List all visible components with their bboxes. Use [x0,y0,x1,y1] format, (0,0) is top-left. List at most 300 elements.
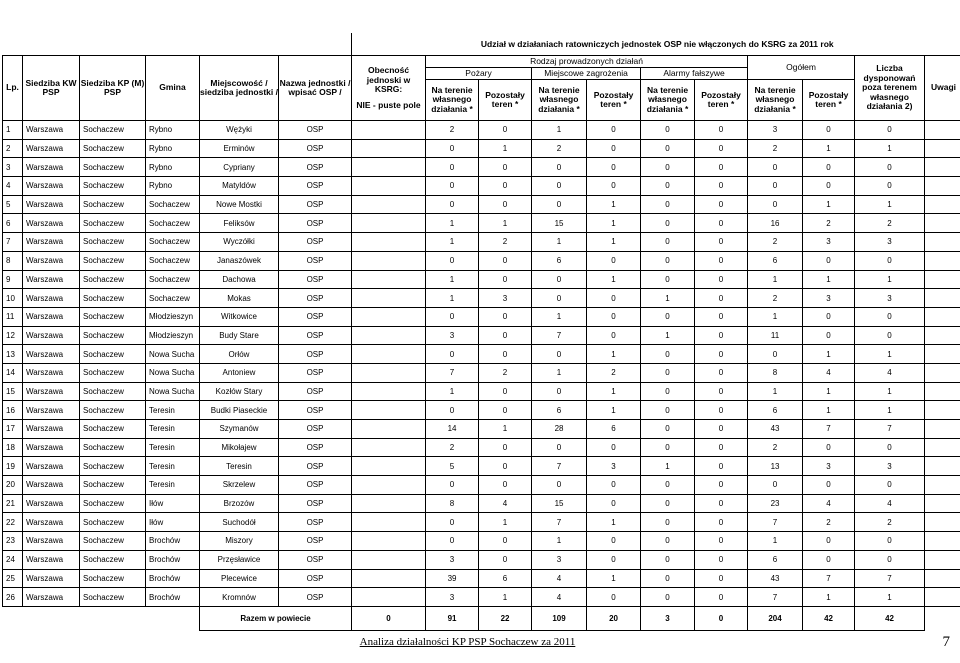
row-nazwa: OSP [279,177,352,196]
row-value: 0 [695,532,748,551]
header-obecnosc-line1: Obecność jednoski w KSRG: [366,65,411,94]
row-obecnosc [352,457,426,476]
row-siedziba-kw: Warszawa [23,532,80,551]
row-value: 0 [695,139,748,158]
row-value: 0 [587,550,641,569]
row-uwagi [925,513,960,532]
row-nazwa: OSP [279,233,352,252]
table-body [3,121,960,607]
row-value: 1 [479,139,532,158]
row-gmina: Sochaczew [146,195,200,214]
row-value: 3 [803,233,855,252]
header-ogolem-teren: Na terenie własnego działania * [748,80,803,121]
row-value: 1 [532,307,587,326]
header-siedziba-kw: Siedziba KW PSP [23,56,80,121]
row-value: 2 [855,513,925,532]
row-value: 0 [532,270,587,289]
row-value: 0 [587,251,641,270]
row-uwagi [925,494,960,513]
row-siedziba-kp: Sochaczew [80,494,146,513]
row-miejscowosc: Dachowa [200,270,279,289]
row-gmina: Rybno [146,158,200,177]
row-siedziba-kw: Warszawa [23,251,80,270]
row-value: 0 [695,438,748,457]
total-v5: 0 [695,606,748,630]
row-value: 0 [479,195,532,214]
row-value: 1 [748,532,803,551]
row-nazwa: OSP [279,476,352,495]
row-value: 1 [587,233,641,252]
row-siedziba-kp: Sochaczew [80,195,146,214]
row-siedziba-kw: Warszawa [23,420,80,439]
row-siedziba-kw: Warszawa [23,438,80,457]
osp-table [2,33,960,631]
row-value: 4 [855,494,925,513]
row-value: 0 [855,532,925,551]
row-obecnosc [352,494,426,513]
row-value: 7 [532,457,587,476]
header-mz-teren: Na terenie własnego działania * [532,80,587,121]
row-siedziba-kp: Sochaczew [80,158,146,177]
table-row [3,158,960,177]
row-miejscowosc: Kromnów [200,588,279,607]
row-uwagi [925,345,960,364]
row-uwagi [925,158,960,177]
row-gmina: Brochów [146,588,200,607]
row-value: 0 [695,513,748,532]
row-value: 2 [426,438,479,457]
row-uwagi [925,307,960,326]
row-siedziba-kp: Sochaczew [80,588,146,607]
row-value: 2 [803,513,855,532]
row-lp: 11 [3,307,23,326]
row-lp: 2 [3,139,23,158]
table-row [3,457,960,476]
row-value: 0 [641,307,695,326]
row-value: 1 [855,588,925,607]
row-value: 0 [695,121,748,140]
table-row [3,345,960,364]
row-value: 14 [426,420,479,439]
row-value: 0 [695,494,748,513]
row-value: 2 [748,139,803,158]
row-value: 0 [641,251,695,270]
row-value: 0 [803,438,855,457]
row-gmina: Teresin [146,438,200,457]
row-value: 1 [803,139,855,158]
row-obecnosc [352,363,426,382]
row-gmina: Sochaczew [146,214,200,233]
row-siedziba-kw: Warszawa [23,569,80,588]
row-value: 0 [426,532,479,551]
table-row [3,326,960,345]
row-gmina: Teresin [146,457,200,476]
total-v4: 3 [641,606,695,630]
row-value: 0 [748,195,803,214]
total-v8: 42 [855,606,925,630]
row-value: 0 [641,494,695,513]
row-value: 1 [426,382,479,401]
header-ogolem-pozostaly: Pozostały teren * [803,80,855,121]
row-lp: 18 [3,438,23,457]
row-miejscowosc: Teresin [200,457,279,476]
row-value: 0 [426,345,479,364]
row-miejscowosc: Feliksów [200,214,279,233]
header-pozary-pozostaly: Pozostały teren * [479,80,532,121]
row-nazwa: OSP [279,214,352,233]
row-siedziba-kp: Sochaczew [80,476,146,495]
row-value: 4 [803,494,855,513]
row-value: 0 [426,307,479,326]
row-value: 4 [479,494,532,513]
row-value: 1 [587,214,641,233]
row-value: 1 [587,195,641,214]
row-value: 2 [748,233,803,252]
row-miejscowosc: Kozłów Stary [200,382,279,401]
row-value: 4 [855,363,925,382]
footer-link[interactable]: Analiza działalności KP PSP Sochaczew za 2011 [359,636,576,648]
row-nazwa: OSP [279,270,352,289]
row-value: 1 [426,233,479,252]
row-value: 39 [426,569,479,588]
row-value: 0 [479,457,532,476]
row-miejscowosc: Budki Piaseckie [200,401,279,420]
table-row [3,438,960,457]
total-row [3,606,960,630]
row-nazwa: OSP [279,569,352,588]
header-uwagi: Uwagi [925,56,960,121]
row-value: 0 [641,532,695,551]
row-gmina: Rybno [146,177,200,196]
row-value: 0 [587,289,641,308]
row-value: 0 [695,214,748,233]
row-siedziba-kw: Warszawa [23,177,80,196]
header-rodzaj: Rodzaj prowadzonych działań [426,56,748,68]
row-uwagi [925,382,960,401]
row-siedziba-kw: Warszawa [23,214,80,233]
row-value: 1 [426,214,479,233]
row-nazwa: OSP [279,139,352,158]
row-value: 0 [803,476,855,495]
row-value: 0 [641,476,695,495]
row-value: 0 [695,457,748,476]
row-siedziba-kp: Sochaczew [80,121,146,140]
header-mz-pozostaly: Pozostały teren * [587,80,641,121]
row-value: 2 [426,121,479,140]
row-uwagi [925,532,960,551]
row-gmina: Rybno [146,121,200,140]
row-value: 1 [855,139,925,158]
row-obecnosc [352,401,426,420]
header-miejscowosc: Miejscowość / siedziba jednostki / [200,56,279,121]
total-obecnosc: 0 [352,606,426,630]
row-lp: 9 [3,270,23,289]
row-siedziba-kp: Sochaczew [80,382,146,401]
row-gmina: Sochaczew [146,270,200,289]
row-gmina: Teresin [146,476,200,495]
row-lp: 14 [3,363,23,382]
row-value: 1 [855,195,925,214]
row-value: 0 [479,251,532,270]
row-gmina: Sochaczew [146,251,200,270]
row-nazwa: OSP [279,326,352,345]
row-obecnosc [352,326,426,345]
row-value: 0 [426,177,479,196]
row-lp: 4 [3,177,23,196]
row-value: 4 [803,363,855,382]
row-lp: 24 [3,550,23,569]
row-value: 1 [479,420,532,439]
row-obecnosc [352,177,426,196]
row-nazwa: OSP [279,121,352,140]
row-nazwa: OSP [279,438,352,457]
row-lp: 13 [3,345,23,364]
row-obecnosc [352,289,426,308]
row-value: 0 [695,420,748,439]
row-value: 6 [532,251,587,270]
row-value: 0 [641,438,695,457]
row-miejscowosc: Nowe Mostki [200,195,279,214]
row-lp: 7 [3,233,23,252]
row-value: 6 [748,251,803,270]
row-value: 7 [532,326,587,345]
row-value: 0 [479,382,532,401]
header-obecnosc [352,56,426,121]
row-value: 2 [803,214,855,233]
row-value: 1 [587,513,641,532]
row-siedziba-kw: Warszawa [23,457,80,476]
table-row [3,588,960,607]
table-row [3,569,960,588]
row-value: 0 [641,550,695,569]
row-value: 7 [532,513,587,532]
row-value: 0 [479,438,532,457]
row-value: 1 [426,270,479,289]
row-value: 0 [803,326,855,345]
row-siedziba-kw: Warszawa [23,494,80,513]
row-value: 0 [641,139,695,158]
table-row [3,401,960,420]
row-nazwa: OSP [279,158,352,177]
row-siedziba-kp: Sochaczew [80,177,146,196]
header-af-teren: Na terenie własnego działania * [641,80,695,121]
row-siedziba-kp: Sochaczew [80,513,146,532]
row-value: 1 [803,401,855,420]
row-obecnosc [352,513,426,532]
row-value: 0 [426,195,479,214]
row-siedziba-kw: Warszawa [23,195,80,214]
row-siedziba-kw: Warszawa [23,139,80,158]
row-obecnosc [352,438,426,457]
row-value: 1 [855,345,925,364]
row-gmina: Nowa Sucha [146,345,200,364]
header-pozary: Pożary [426,68,532,80]
total-v7: 42 [803,606,855,630]
row-value: 4 [532,569,587,588]
row-uwagi [925,420,960,439]
row-value: 1 [587,270,641,289]
row-value: 0 [748,476,803,495]
row-lp: 5 [3,195,23,214]
row-value: 3 [748,121,803,140]
header-obecnosc-line2: NIE - puste pole [356,99,421,110]
row-value: 0 [479,401,532,420]
row-value: 1 [748,270,803,289]
row-value: 7 [748,588,803,607]
row-lp: 25 [3,569,23,588]
row-miejscowosc: Miszory [200,532,279,551]
header-alarmy: Alarmy fałszywe [641,68,748,80]
table-row [3,195,960,214]
row-miejscowosc: Cypriany [200,158,279,177]
row-value: 0 [695,401,748,420]
table-row [3,139,960,158]
total-v6: 204 [748,606,803,630]
row-value: 0 [479,270,532,289]
header-ogolem: Ogółem [748,56,855,80]
row-value: 0 [803,307,855,326]
row-uwagi [925,195,960,214]
header-lp: Lp. [3,56,23,121]
row-obecnosc [352,139,426,158]
row-lp: 12 [3,326,23,345]
row-value: 0 [641,345,695,364]
row-value: 1 [748,307,803,326]
row-value: 43 [748,569,803,588]
row-obecnosc [352,345,426,364]
row-value: 1 [641,457,695,476]
row-value: 2 [532,139,587,158]
row-uwagi [925,270,960,289]
row-gmina: Sochaczew [146,233,200,252]
row-value: 1 [479,588,532,607]
row-value: 0 [641,233,695,252]
row-nazwa: OSP [279,401,352,420]
table-row [3,289,960,308]
row-siedziba-kw: Warszawa [23,233,80,252]
table-row [3,382,960,401]
row-siedziba-kp: Sochaczew [80,270,146,289]
row-value: 6 [479,569,532,588]
row-value: 6 [748,550,803,569]
row-value: 0 [855,550,925,569]
total-label: Razem w powiecie [200,606,352,630]
row-lp: 20 [3,476,23,495]
row-value: 0 [748,177,803,196]
total-v3: 20 [587,606,641,630]
row-siedziba-kp: Sochaczew [80,214,146,233]
row-value: 0 [641,270,695,289]
row-value: 3 [855,233,925,252]
row-value: 1 [803,270,855,289]
row-value: 0 [695,251,748,270]
row-value: 0 [695,177,748,196]
row-value: 15 [532,494,587,513]
row-nazwa: OSP [279,382,352,401]
row-obecnosc [352,569,426,588]
row-uwagi [925,363,960,382]
row-value: 0 [641,420,695,439]
row-value: 1 [641,289,695,308]
row-value: 13 [748,457,803,476]
row-uwagi [925,289,960,308]
row-gmina: Sochaczew [146,289,200,308]
row-value: 0 [695,233,748,252]
row-nazwa: OSP [279,289,352,308]
row-gmina: Teresin [146,420,200,439]
row-siedziba-kp: Sochaczew [80,550,146,569]
row-value: 0 [855,251,925,270]
total-v0: 91 [426,606,479,630]
row-value: 0 [748,345,803,364]
row-miejscowosc: Witkowice [200,307,279,326]
row-value: 0 [587,494,641,513]
row-value: 8 [748,363,803,382]
row-value: 0 [803,158,855,177]
row-value: 1 [803,345,855,364]
row-value: 1 [855,382,925,401]
row-siedziba-kp: Sochaczew [80,438,146,457]
row-value: 6 [748,401,803,420]
row-siedziba-kw: Warszawa [23,588,80,607]
row-value: 0 [532,177,587,196]
row-nazwa: OSP [279,195,352,214]
row-value: 2 [587,363,641,382]
row-value: 0 [479,121,532,140]
row-lp: 1 [3,121,23,140]
row-nazwa: OSP [279,588,352,607]
row-value: 0 [695,326,748,345]
report-sheet [2,33,957,631]
table-row [3,513,960,532]
row-value: 43 [748,420,803,439]
table-row [3,420,960,439]
row-miejscowosc: Antoniew [200,363,279,382]
row-value: 5 [426,457,479,476]
row-lp: 6 [3,214,23,233]
row-miejscowosc: Szymanów [200,420,279,439]
row-lp: 15 [3,382,23,401]
row-siedziba-kw: Warszawa [23,158,80,177]
row-miejscowosc: Janaszówek [200,251,279,270]
row-obecnosc [352,532,426,551]
header-nazwa: Nazwa jednostki / wpisać OSP / [279,56,352,121]
row-siedziba-kp: Sochaczew [80,345,146,364]
row-value: 0 [532,476,587,495]
row-value: 1 [532,532,587,551]
row-uwagi [925,233,960,252]
row-miejscowosc: Przęsławice [200,550,279,569]
header-af-pozostaly: Pozostały teren * [695,80,748,121]
row-value: 1 [748,382,803,401]
row-lp: 17 [3,420,23,439]
row-value: 16 [748,214,803,233]
row-value: 1 [532,363,587,382]
row-value: 3 [426,326,479,345]
row-siedziba-kp: Sochaczew [80,233,146,252]
row-value: 3 [855,289,925,308]
row-obecnosc [352,476,426,495]
row-siedziba-kp: Sochaczew [80,569,146,588]
row-value: 0 [695,569,748,588]
row-lp: 10 [3,289,23,308]
row-value: 0 [641,214,695,233]
row-value: 0 [426,401,479,420]
row-value: 0 [479,345,532,364]
table-row [3,494,960,513]
row-siedziba-kp: Sochaczew [80,251,146,270]
row-obecnosc [352,251,426,270]
